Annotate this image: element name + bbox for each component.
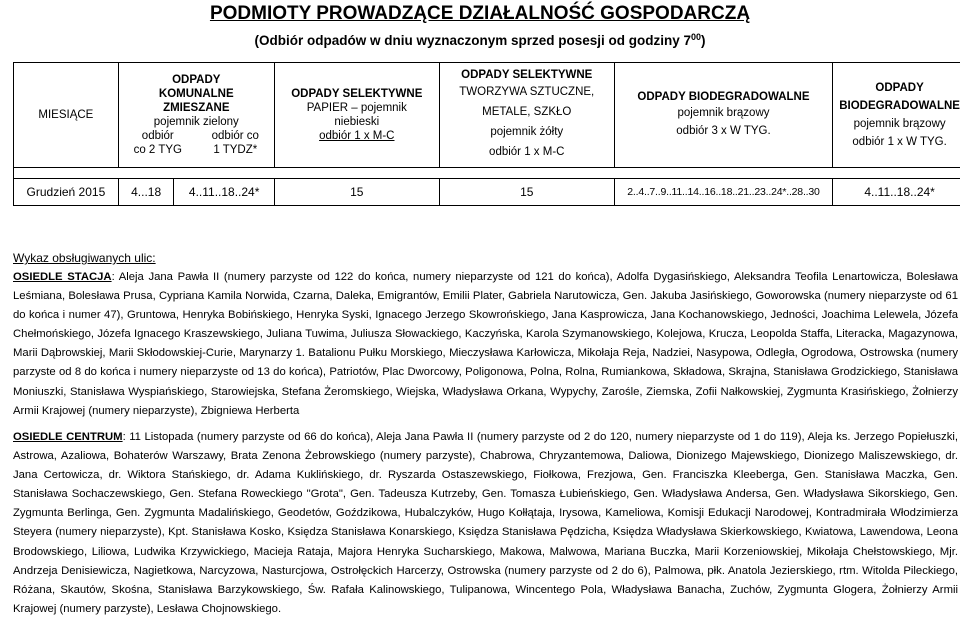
cell-bio-3x: 2..4..7..9..11..14..16..18..21..23..24*..28..30 — [614, 179, 832, 206]
street-list-title: Wykaz obsługiwanych ulic: — [13, 251, 156, 265]
header-komunalne: ODPADY KOMUNALNE ZMIESZANE pojemnik zielony odbiór co 2 TYG odbiór co 1 TYDZ* — [118, 63, 274, 168]
document-header — [0, 0, 960, 51]
cell-bio-1x: 4..11..18..24* — [833, 179, 960, 206]
cell-papier: 15 — [274, 179, 439, 206]
table-header-row — [14, 63, 960, 168]
centrum-streets: : 11 Listopada (numery parzyste od 66 do końca), Aleja Jana Pawła II (numery parzyste od 2 do 120, numery nieparzyste od 1 do 119), Aleja ks. Jerzego Popiełuszki, Astrowa, Azaliowa, Bohaterów Warszawy, Brata Zenona Żebrowskiego (numery parzyste), Chabrowa, Chryzantemowa, Daliowa, Dionizego Majewskiego, Dionizego Maliszewskiego, dr. Jana Certowicza, dr. Wiktora Stańskiego, dr. Adama Kuklińskiego, dr. Ryszarda Ostaszewskiego, Fiołkowa, Frezjowa, Gen. Franciszka Kleeberga, Gen. Stanisława Maczka, Gen. Stanisława Sochaczewskiego, Gen. Stefana Roweckiego "Grota", Gen. Tadeusza Kutrzeby, Gen. Tomasza Łubieńskiego, Gen. Władysława Andersa, Gen. Władysława Sikorskiego, Gen. Zygmunta Berlinga, Gen. Zygmunta Madalińskiego, Geodetów, Goździkowa, Hubalczyków, Hugo Kołłątaja, Irysowa, Kameliowa, Komisji Edukacji Narodowej, Kontradmirała Włodzimierza Steyera (numery nieparzyste), Kpt. Stanisława Kosko, Księdza Stanisława Konarskiego, Księdza Stanisława Pędzicha, Księdza Władysława Skierkowskiego, Kwiatowa, Lawendowa, Leona Brodowskiego, Liliowa, Ludwika Krzywickiego, Macieja Rataja, Majora Henryka Sucharskiego, Makowa, Malwowa, Mariana Buczka, Marii Korzeniowskiej, Mikołaja Chełstowskiego, Mjr. Andrzeja Denisiewicza, Nagietkowa, Narcyzowa, Nasturcjowa, Ostrołęckich Harcerzy, Ostrowska (numery parzyste od 2 do 6), Palmowa, płk. Anatola Jezierskiego, rtm. Witolda Pileckiego, Różana, Skautów, Skośna, Stanisława Barzykowskiego, Św. Rafała Kalinowskiego, Tulipanowa, Wincentego Pola, Władysława Banacha, Zuchów, Zygmunta Glogera, Żołnierzy Armii Krajowej (numery parzyste), Lesława Chojnowskiego. — [13, 431, 958, 615]
cell-tworzywa: 15 — [439, 179, 614, 206]
cell-komunalne-1tydz: 4..11..18..24* — [174, 179, 274, 206]
stacja-label: OSIEDLE STACJA — [13, 271, 112, 283]
header-tworzywa: ODPADY SELEKTYWNE TWORZYWA SZTUCZNE, METALE, SZKŁO pojemnik żółty odbiór 1 x M-C — [439, 63, 614, 168]
header-papier: ODPADY SELEKTYWNE PAPIER – pojemnik niebieski odbiór 1 x M-C — [274, 63, 439, 168]
header-months: MIESIĄCE — [14, 63, 119, 168]
centrum-paragraph — [13, 428, 958, 619]
header-bio-3x: ODPADY BIODEGRADOWALNE pojemnik brązowy odbiór 3 x W TYG. — [614, 63, 832, 168]
page-subtitle: (Odbiór odpadów w dniu wyznaczonym sprzed posesji od godziny $7^{00}$) — [0, 27, 960, 51]
cell-komunalne-2tyg: 4...18 — [118, 179, 174, 206]
table-row — [14, 179, 960, 206]
cell-month: Grudzień 2015 — [14, 179, 119, 206]
header-bio-1x: ODPADY BIODEGRADOWALNE pojemnik brązowy odbiór 1 x W TYG. — [833, 63, 960, 168]
centrum-label: OSIEDLE CENTRUM — [13, 431, 123, 443]
schedule-table — [13, 62, 960, 206]
stacja-paragraph — [13, 268, 958, 421]
stacja-streets: : Aleja Jana Pawła II (numery parzyste od 122 do końca, numery nieparzyste od 121 do końca), Adolfa Dygasińskiego, Aleksandra Teofila Lenartowicza, Bolesława Leśmiana, Bolesława Prusa, Cypriana Kamila Norwida, Czarna, Daleka, Emigrantów, Emilii Plater, Gabriela Narutowicza, Gen. Jakuba Jasińskiego, Goworowska (numery nieparzyste od 61 do końca i numer 47), Gruntowa, Henryka Bobińskiego, Henryka Syski, Ignacego Jerzego Skowrońskiego, Jana Kasprowicza, Jana Kochanowskiego, Jedności, Joachima Lelewela, Józefa Chełmońskiego, Józefa Ignacego Kraszewskiego, Juliana Tuwima, Juliusza Słowackiego, Kaczyńska, Karola Szymanowskiego, Kolejowa, Krucza, Leopolda Staffa, Literacka, Magazynowa, Marii Dąbrowskiej, Marii Skłodowskiej-Curie, Marynarzy 1. Batalionu Pułku Morskiego, Mieczysława Karłowicza, Mikołaja Reja, Nadziei, Nasypowa, Odległa, Ogrodowa, Ostrowska (numery parzyste od 8 do końca i numery nieparzyste od 13 do końca), Patriotów, Plac Dworcowy, Poligonowa, Polna, Rolna, Rumiankowa, Składowa, Skrajna, Stanisława Grodzickiego, Stanisława Moniuszki, Stanisława Wyspiańskiego, Starowiejska, Stefana Żeromskiego, Wiejska, Władysława Orkana, Wypychy, Zarośle, Ziemska, Zofii Nałkowskiej, Zygmunta Krasińskiego, Żołnierzy Armii Krajowej (numery nieparzyste), Zbigniewa Herberta — [13, 271, 958, 417]
page-title: PODMIOTY PROWADZĄCE DZIAŁALNOŚĆ GOSPODARCZĄ — [0, 0, 960, 26]
